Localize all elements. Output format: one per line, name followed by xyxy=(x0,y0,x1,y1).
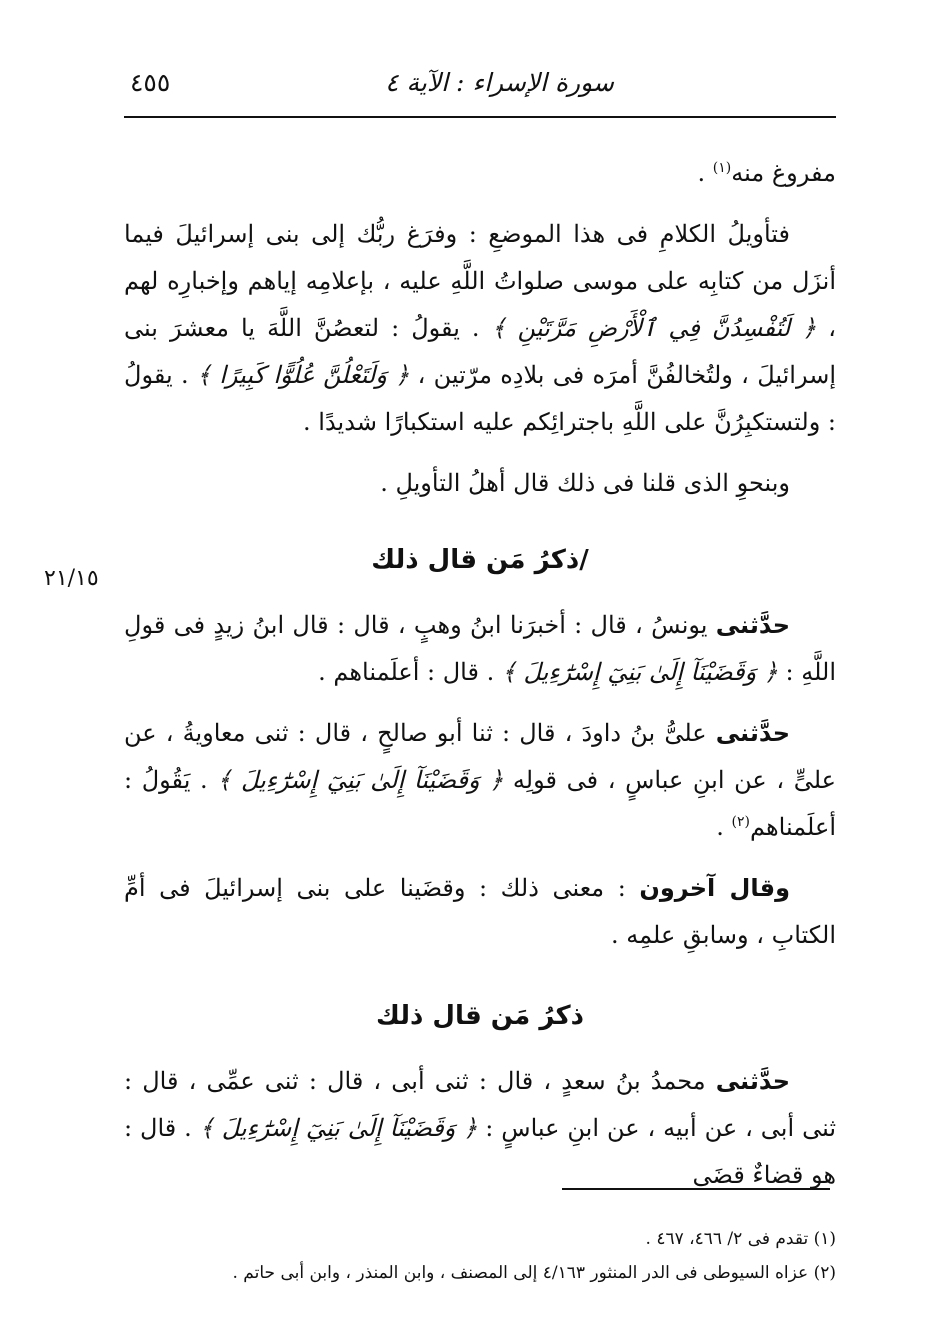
report-lead: حدَّثنى xyxy=(715,719,790,747)
paragraph-opening-text: مفروغ منه xyxy=(731,159,836,187)
quran-quote: ﴿ وَلَتَعْلُنَّ عُلُوًّا كَبِيرًا ﴾ xyxy=(196,361,410,389)
page-number: ٤٥٥ xyxy=(130,68,171,97)
report-text: . قال : هو قضاءٌ قضَى xyxy=(124,1114,836,1189)
section-heading: ذكرُ مَن قال ذلك xyxy=(376,1001,584,1031)
report-2 xyxy=(124,710,836,851)
report-text: محمدُ بنُ سعدٍ ، قال : ثنى أبى ، قال : ثنى عمِّى ، قال : ثنى أبى ، عن أبيه ، عن ابنِ عباسٍ : xyxy=(124,1067,836,1142)
margin-reference: ٢١/١٥ xyxy=(44,566,99,591)
quran-quote: ﴿ وَقَضَيْنَآ إِلَىٰ بَنِيٓ إِسْرَٰٓءِيلَ ﴾ xyxy=(501,658,778,686)
report-lead: وقال آخرون xyxy=(639,874,790,902)
paragraph-consensus: وبنحوِ الذى قلنا فى ذلك قال أهلُ التأويلِ . xyxy=(380,469,790,497)
footnote-1: (١) تقدم فى ٢/ ٤٦٦، ٤٦٧ . xyxy=(645,1229,836,1249)
footnote-marker-1: (١) xyxy=(712,160,732,176)
report-lead: حدَّثنى xyxy=(715,611,790,639)
main-text xyxy=(124,150,836,1213)
report-end: . xyxy=(716,813,732,841)
report-lead: حدَّثنى xyxy=(715,1067,790,1095)
interpretation-text-b: . يقولُ : لتعصُنَّ اللَّهَ يا معشرَ بنى إسرائيلَ ، ولتُخالفُنَّ أمرَه فى بلادِه مرّتين ، xyxy=(124,314,836,389)
interpretation-text-c: . يقولُ : ولتستكبِرُنَّ على اللَّهِ باجترائِكم عليه استكبارًا شديدًا . xyxy=(124,361,836,436)
report-text: يونسُ ، قال : أخبرَنا ابنُ وهبٍ ، قال : قال ابنُ زيدٍ فى قولِ اللَّهِ : xyxy=(124,611,836,686)
report-4 xyxy=(124,1058,836,1199)
quran-quote: ﴿ وَقَضَيْنَآ إِلَىٰ بَنِيٓ إِسْرَٰٓءِيلَ ﴾ xyxy=(217,766,504,794)
header-rule xyxy=(124,116,836,118)
paragraph-opening-end: . xyxy=(697,159,713,187)
paragraph-opening xyxy=(124,150,836,197)
report-3 xyxy=(124,865,836,959)
quran-quote: ﴿ وَقَضَيْنَآ إِلَىٰ بَنِيٓ إِسْرَٰٓءِيلَ ﴾ xyxy=(199,1114,478,1142)
report-1 xyxy=(124,602,836,696)
footnote-2: (٢) عزاه السيوطى فى الدر المنثور ٤/١٦٣ إلى المصنف ، وابن المنذر ، وابن أبى حاتم . xyxy=(232,1263,836,1283)
report-text: . يَقُولُ : أعلَمناهم xyxy=(124,766,836,841)
page-header xyxy=(124,62,834,108)
interpretation-text-a: فتأويلُ الكلامِ فى هذا الموضعِ : وفرَغ ربُّك إلى بنى إسرائيلَ فيما أنزَل من كتابِه على موسى صلواتُ اللَّهِ عليه ، بإعلامِه إياهم وإخبارِه لهم ، xyxy=(124,220,837,342)
report-text: . قال : أعلَمناهم . xyxy=(318,658,502,686)
section-heading: /ذكرُ مَن قال ذلك xyxy=(371,545,589,575)
report-text: علىُّ بنُ داودَ ، قال : ثنا أبو صالحٍ ، قال : ثنى معاويةُ ، عن علىٍّ ، عن ابنِ عباسٍ ، فى قولِه xyxy=(124,719,837,794)
running-title: سورة الإسراء : الآية ٤ xyxy=(385,68,614,97)
paragraph-interpretation xyxy=(124,211,836,446)
footnote-marker-2: (٢) xyxy=(731,814,750,830)
report-text: : معنى ذلك : وقضَينا على بنى إسرائيلَ فى أمِّ الكتابِ ، وسابقِ علمِه . xyxy=(124,874,836,949)
quran-quote: ﴿ لَتُفْسِدُنَّ فِي ٱلْأَرْضِ مَرَّتَيْنِ ﴾ xyxy=(491,314,817,342)
footnote-rule xyxy=(562,1188,830,1190)
footnotes xyxy=(124,1222,836,1290)
